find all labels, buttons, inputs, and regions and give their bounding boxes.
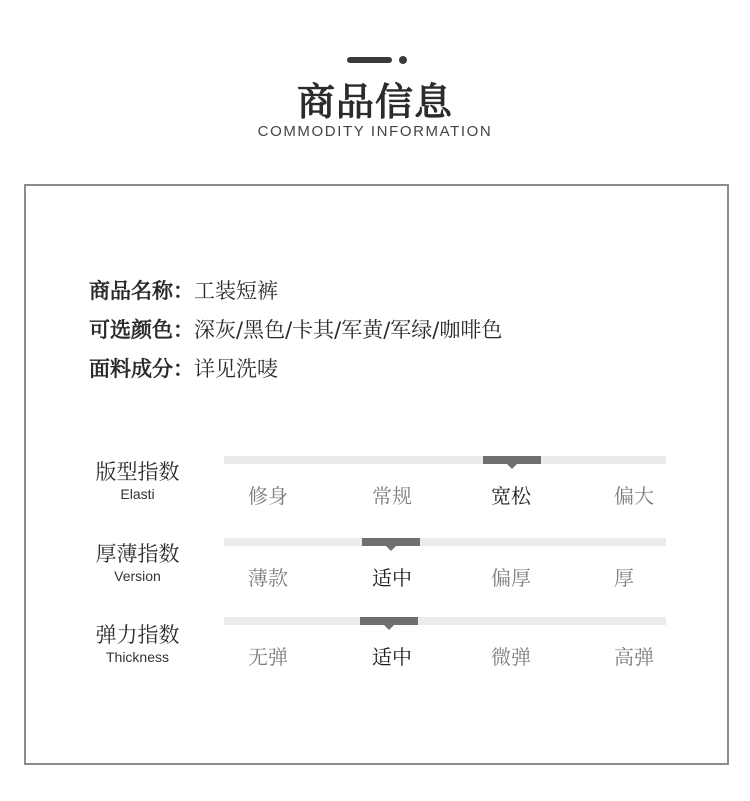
title-decoration-dash [347, 57, 392, 63]
section-title: 商品信息 [296, 80, 453, 124]
index-fit-marker [483, 456, 541, 464]
info-value: 详见洗唛 [194, 357, 278, 381]
index-fit-title: 版型指数 [95, 460, 180, 484]
index-thickness-title: 厚薄指数 [95, 542, 180, 566]
section-subtitle: COMMODITY INFORMATION [257, 123, 493, 140]
index-thickness-subtitle: Version [114, 568, 161, 584]
info-label: 可选颜色： [89, 318, 194, 342]
info-label: 面料成分： [89, 357, 194, 381]
index-fit-option: 修身 [248, 484, 288, 508]
index-thickness-marker [362, 538, 420, 546]
info-label: 商品名称： [89, 279, 194, 303]
index-elasticity-option: 高弹 [614, 645, 654, 669]
info-row-fabric [89, 353, 278, 383]
index-thickness-option: 偏厚 [491, 566, 531, 590]
index-elasticity-option: 微弹 [491, 645, 531, 669]
index-thickness-option: 厚 [614, 566, 634, 590]
index-thickness-option: 薄款 [248, 566, 288, 590]
index-elasticity-marker [360, 617, 418, 625]
index-elasticity-option-selected: 适中 [372, 645, 412, 669]
title-decoration-dot [399, 56, 407, 64]
index-elasticity-option: 无弹 [248, 645, 288, 669]
index-elasticity-title: 弹力指数 [95, 623, 180, 647]
index-thickness-option-selected: 适中 [372, 566, 412, 590]
index-fit-option: 偏大 [614, 484, 654, 508]
index-fit-track [224, 456, 666, 464]
index-elasticity-subtitle: Thickness [105, 649, 170, 665]
index-fit-subtitle: Elasti [120, 486, 155, 502]
info-value: 深灰/黑色/卡其/军黄/军绿/咖啡色 [194, 318, 503, 342]
index-fit-option-selected: 宽松 [491, 484, 531, 508]
index-elasticity-track [224, 617, 666, 625]
index-thickness-track [224, 538, 666, 546]
info-row-colors [89, 314, 502, 344]
info-row-name [89, 275, 278, 305]
info-value: 工装短裤 [194, 279, 278, 303]
index-fit-option: 常规 [372, 484, 412, 508]
